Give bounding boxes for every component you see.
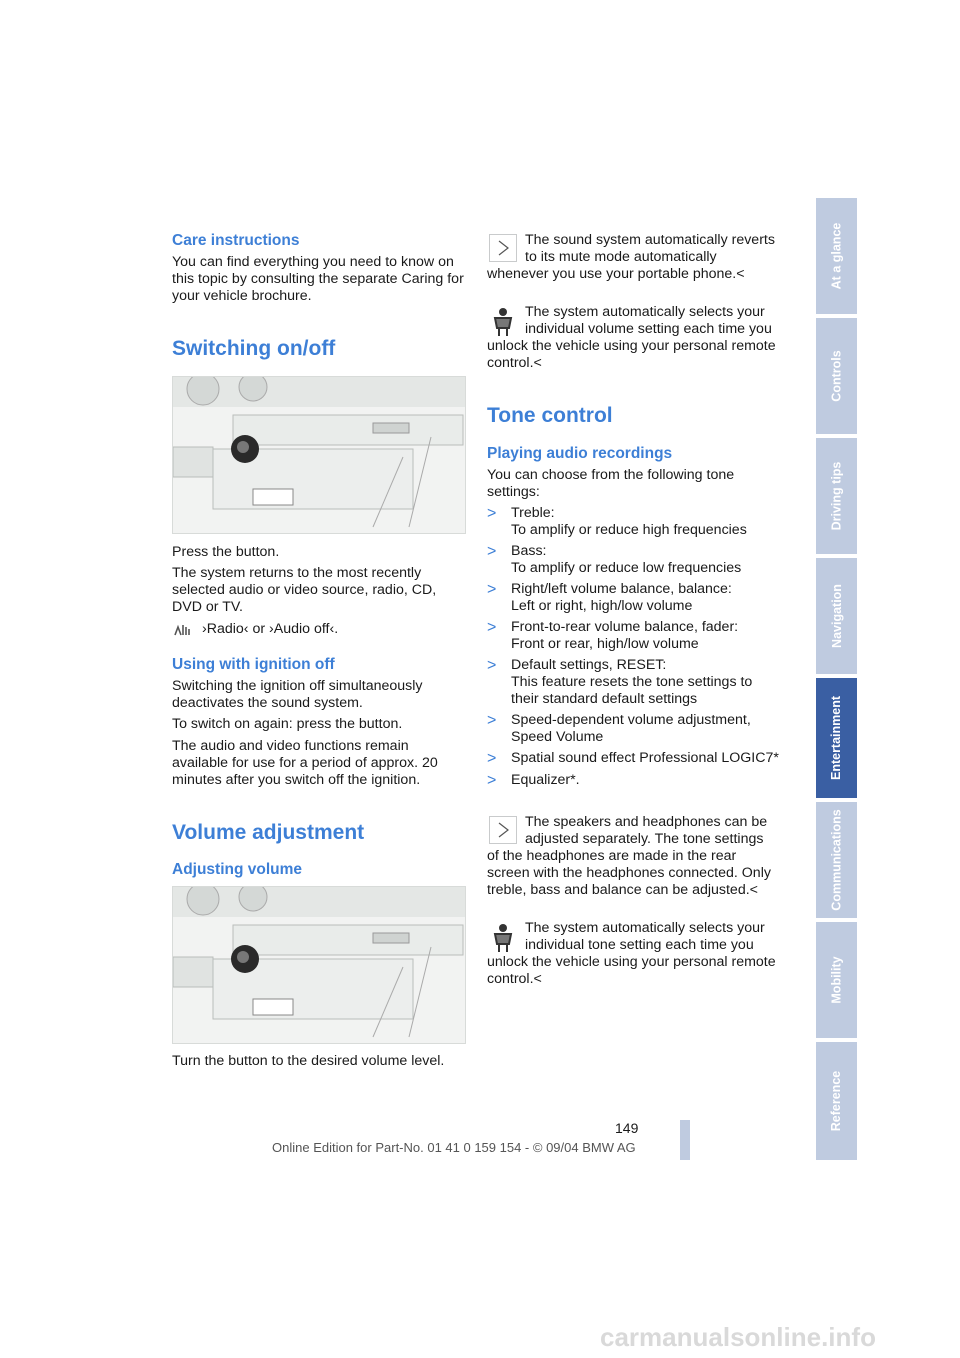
ignition-text-1: Switching the ignition off simultaneously deactivates the sound system. — [172, 678, 423, 711]
tab-mobility[interactable]: Mobility — [816, 922, 857, 1038]
headphones-note-text: The speakers and headphones can be adjusted separately. The tone settings of the headphones are made in the rear screen with the headphones connected. Only treble, bass and balance can be adjusted.< — [487, 814, 771, 898]
watermark: carmanualsonline.info — [600, 1322, 876, 1352]
ignition-text-3: The audio and video functions remain available for use for a period of approx. 20 minutes after you switch off the ignition. — [172, 738, 438, 788]
switching-heading: Switching on/off — [172, 337, 336, 360]
tab-at-a-glance[interactable]: At a glance — [816, 198, 857, 314]
turn-button-text: Turn the button to the desired volume level. — [172, 1053, 445, 1069]
list-item: > Bass: To amplify or reduce low frequencies — [487, 543, 742, 576]
tone-subheading: Playing audio recordings — [487, 445, 673, 462]
page-number: 149 — [615, 1120, 639, 1136]
page-marker — [680, 1120, 690, 1160]
person-icon — [489, 306, 517, 338]
tone-intro: You can choose from the following tone settings: — [487, 467, 735, 500]
list-item: > Speed-dependent volume adjustment, Speed Volume — [487, 712, 751, 745]
note-arrow-icon — [489, 816, 517, 844]
list-item: > Treble: To amplify or reduce high frequencies — [487, 505, 747, 538]
note-arrow-icon — [489, 234, 517, 262]
ignition-text-2: To switch on again: press the button. — [172, 716, 403, 732]
mute-note — [487, 232, 779, 283]
tone-key-note — [487, 920, 779, 988]
voice-command-icon — [172, 619, 192, 639]
mute-note-text: The sound system automatically reverts to its mute mode automatically whenever you use your portable phone.< — [487, 232, 775, 282]
tab-driving-tips[interactable]: Driving tips — [816, 438, 857, 554]
voice-command-text: ›Radio‹ or ›Audio off‹. — [202, 620, 339, 637]
returns-text: The system returns to the most recently selected audio or video source, radio, CD, DVD or TV. — [172, 565, 437, 615]
care-heading: Care instructions — [172, 232, 300, 249]
tab-controls[interactable]: Controls — [816, 318, 857, 434]
volume-key-note — [487, 304, 779, 372]
volume-subheading: Adjusting volume — [172, 861, 303, 878]
tone-settings-list — [487, 505, 779, 790]
volume-key-note-text: The system automatically selects your individual volume setting each time you unlock the vehicle using your personal remote control.< — [487, 304, 776, 371]
list-item: > Front-to-rear volume balance, fader: Front or rear, high/low volume — [487, 619, 739, 652]
list-item: > Spatial sound effect Professional LOGIC7* — [487, 750, 779, 767]
volume-knob-illustration — [172, 886, 466, 1044]
list-item: > Default settings, RESET: This feature resets the tone settings to their standard default settings — [487, 657, 753, 707]
person-icon — [489, 922, 517, 954]
ignition-heading: Using with ignition off — [172, 656, 335, 673]
list-item: > Equalizer*. — [487, 772, 580, 789]
tab-entertainment[interactable]: Entertainment — [816, 678, 857, 798]
tone-key-note-text: The system automatically selects your individual tone setting each time you unlock the vehicle using your personal remote control.< — [487, 920, 776, 987]
footer-text: Online Edition for Part-No. 01 41 0 159 154 - © 09/04 BMW AG — [272, 1140, 636, 1155]
volume-heading: Volume adjustment — [172, 821, 365, 844]
headphones-note — [487, 814, 779, 899]
tab-reference[interactable]: Reference — [816, 1042, 857, 1160]
voice-command-row — [172, 619, 338, 639]
tab-navigation[interactable]: Navigation — [816, 558, 857, 674]
tab-communications[interactable]: Communications — [816, 802, 857, 918]
tone-heading: Tone control — [487, 404, 613, 427]
care-text: You can find everything you need to know on this topic by consulting the separate Caring for your vehicle brochure. — [172, 254, 464, 304]
list-item: > Right/left volume balance, balance: Left or right, high/low volume — [487, 581, 732, 614]
audio-button-illustration — [172, 376, 466, 534]
press-button-text: Press the button. — [172, 544, 280, 560]
